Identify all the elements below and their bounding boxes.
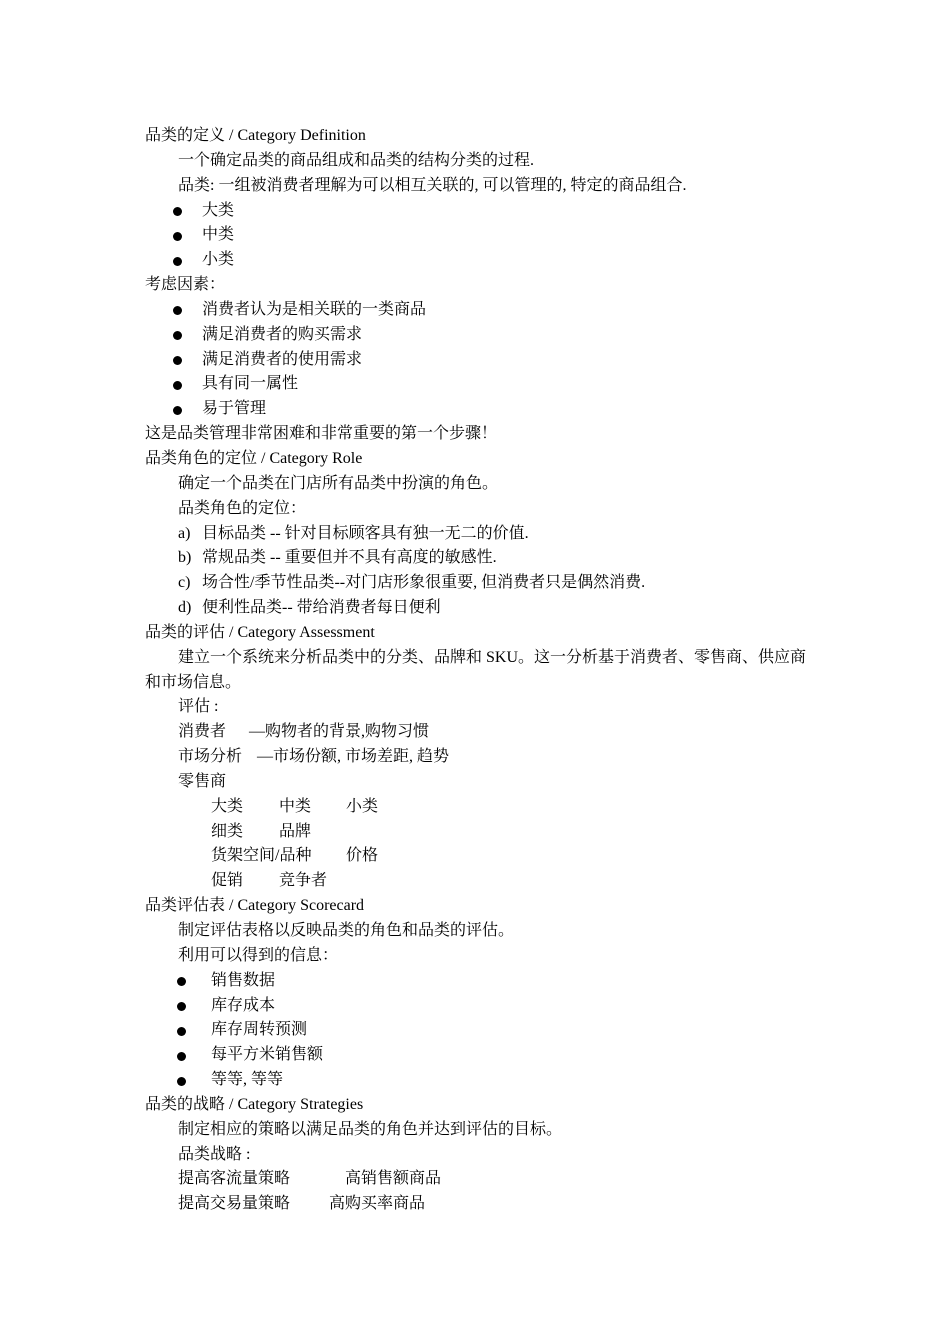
list-marker: d) <box>178 599 192 617</box>
role-desc-2: 品类角色的定位： <box>178 499 307 517</box>
role-desc-1: 确定一个品类在门店所有品类中扮演的角色。 <box>178 474 499 492</box>
strategies-heading: 品类的战略 / Category Strategies <box>145 1095 364 1113</box>
scorecard-desc-1: 制定评估表格以反映品类的角色和品类的评估。 <box>178 922 515 939</box>
retailer-row: 货架空间/品种 价格 <box>211 847 379 865</box>
scorecard-heading: 品类评估表 / Category Scorecard <box>145 897 365 915</box>
bullet-icon <box>173 232 182 241</box>
scorecard-desc-2: 利用可以得到的信息： <box>178 946 339 964</box>
bullet-icon <box>173 381 182 390</box>
list-marker: c) <box>178 574 191 592</box>
factors-heading: 考虑因素： <box>145 276 226 294</box>
list-item: 等等, 等等 <box>0 1068 950 1093</box>
list-item: b) 常规品类 -- 重要但并不具有高度的敏感性. <box>0 546 950 571</box>
list-item: 每平方米销售额 <box>0 1043 950 1068</box>
list-item: 库存周转预测 <box>0 1018 950 1043</box>
document-page <box>0 124 950 1217</box>
list-item: 满足消费者的购买需求 <box>0 323 950 348</box>
retailer-label: 零售商 <box>178 772 227 790</box>
list-item: 满足消费者的使用需求 <box>0 348 950 373</box>
assessment-desc-line-2: 和市场信息。 <box>145 673 242 691</box>
consumer-desc: —购物者的背景,购物习惯 <box>249 723 430 741</box>
bullet-icon <box>173 207 182 216</box>
list-item: 易于管理 <box>0 397 950 422</box>
consumer-row <box>0 720 950 745</box>
bullet-icon <box>173 331 182 340</box>
strategies-desc-2: 品类战略 : <box>178 1145 251 1163</box>
market-desc: —市场份额, 市场差距, 趋势 <box>257 748 450 766</box>
definition-desc-2: 品类: 一组被消费者理解为可以相互关联的, 可以管理的, 特定的商品组合. <box>178 176 687 194</box>
list-item: 库存成本 <box>0 994 950 1019</box>
list-item: 销售数据 <box>0 969 950 994</box>
bullet-icon <box>177 1077 186 1086</box>
factors-note: 这是品类管理非常困难和非常重要的第一个步骤！ <box>145 425 498 443</box>
bullet-icon <box>173 406 182 415</box>
bullet-icon <box>177 1052 186 1061</box>
list-item: c) 场合性/季节性品类--对门店形象很重要, 但消费者只是偶然消费. <box>0 571 950 596</box>
bullet-icon <box>173 356 182 365</box>
retailer-row: 大类 中类 小类 <box>211 797 379 815</box>
bullet-icon <box>177 1027 186 1036</box>
list-item: d) 便利性品类-- 带给消费者每日便利 <box>0 596 950 621</box>
assessment-desc-line-1: 建立一个系统来分析品类中的分类、品牌和 SKU。这一分析基于消费者、零售商、供应商 <box>178 648 807 666</box>
list-item: a) 目标品类 -- 针对目标顾客具有独一无二的价值. <box>0 522 950 547</box>
bullet-icon <box>177 977 186 986</box>
eval-label: 评估 : <box>178 698 219 716</box>
market-row <box>0 745 950 770</box>
list-item: 具有同一属性 <box>0 372 950 397</box>
assessment-heading: 品类的评估 / Category Assessment <box>145 623 375 641</box>
list-item: 中类 <box>0 223 950 248</box>
retailer-row: 促销 竞争者 <box>211 872 328 890</box>
list-item: 大类 <box>0 199 950 224</box>
list-marker: b) <box>178 549 192 567</box>
strategy-row: 提高交易量策略 高购买率商品 <box>178 1195 426 1213</box>
list-item: 小类 <box>0 248 950 273</box>
strategy-row: 提高客流量策略 高销售额商品 <box>178 1170 442 1188</box>
bullet-icon <box>173 306 182 315</box>
role-heading: 品类角色的定位 / Category Role <box>145 449 363 467</box>
strategies-desc-1: 制定相应的策略以满足品类的角色并达到评估的目标。 <box>178 1120 563 1138</box>
definition-heading: 品类的定义 / Category Definition <box>145 127 366 144</box>
retailer-row: 细类 品牌 <box>211 822 312 840</box>
market-label: 市场分析 <box>178 748 243 766</box>
list-item: 消费者认为是相关联的一类商品 <box>0 298 950 323</box>
bullet-icon <box>173 257 182 266</box>
definition-desc-1: 一个确定品类的商品组成和品类的结构分类的过程. <box>178 151 535 169</box>
list-marker: a) <box>178 524 191 542</box>
bullet-icon <box>177 1002 186 1011</box>
consumer-label: 消费者 <box>178 723 227 741</box>
